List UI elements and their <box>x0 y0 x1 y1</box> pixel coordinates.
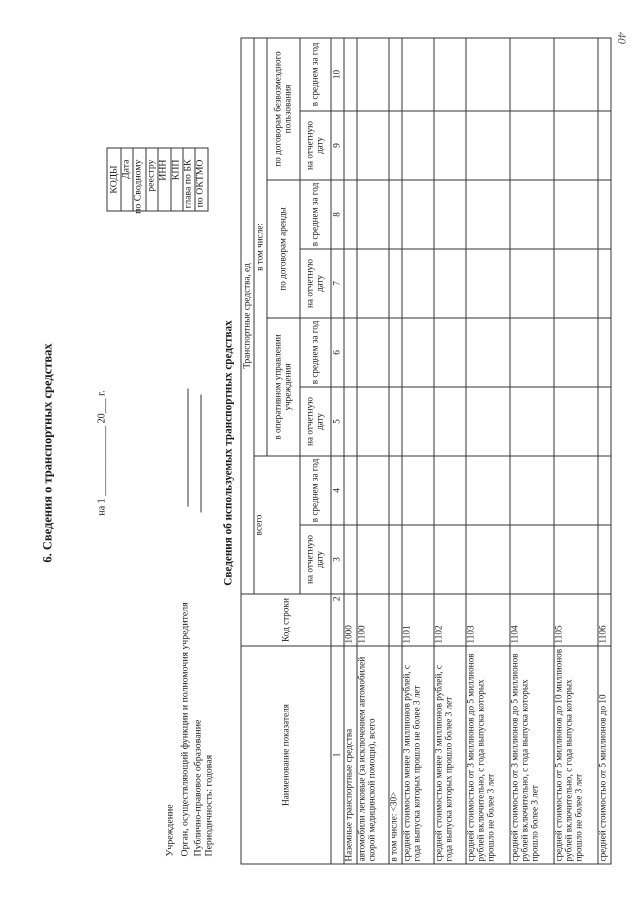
code-cell-date <box>121 148 133 211</box>
data-cell[interactable] <box>344 37 357 110</box>
data-cell[interactable] <box>466 180 510 249</box>
data-cell[interactable] <box>554 387 598 456</box>
sub-total-date: на отчетную дату <box>300 525 331 594</box>
header-free-use: по договорам безвозмездного пользования <box>267 37 300 179</box>
data-cell[interactable] <box>357 387 389 456</box>
data-cell[interactable] <box>510 111 554 180</box>
data-cell[interactable] <box>434 111 466 180</box>
header-row-code: Код строки <box>241 594 331 646</box>
data-cell[interactable] <box>357 318 389 387</box>
data-cell[interactable] <box>389 180 402 249</box>
row-name: средней стоимостью от 5 миллионов до 10 <box>598 646 611 864</box>
data-cell[interactable] <box>402 387 434 456</box>
code-label-registry-2: реестру <box>144 159 156 192</box>
row-name: автомобили легковые (за исключением автомобилей скорой медицинской помощи), всего <box>357 646 389 864</box>
table-row <box>554 37 598 863</box>
row-name: в том числе: <30> <box>389 646 402 864</box>
row-name: средней стоимостью менее 3 миллионов рублей, с года выпуска которых прошло более 3 лет <box>434 646 466 864</box>
data-cell[interactable] <box>466 456 510 525</box>
data-cell[interactable] <box>598 37 611 110</box>
code-cell-registry-1 <box>132 148 145 214</box>
data-cell[interactable] <box>598 180 611 249</box>
date-prefix: на 1 <box>96 497 107 516</box>
founder-underline <box>177 388 188 506</box>
header-transport-group: Транспортные средства, ед <box>241 37 254 593</box>
sub-operative-avg: в среднем за год <box>300 318 331 387</box>
data-cell[interactable] <box>510 180 554 249</box>
data-cell[interactable] <box>510 387 554 456</box>
data-cell[interactable] <box>344 387 357 456</box>
data-cell[interactable] <box>554 111 598 180</box>
sub-lease-date: на отчетную дату <box>300 249 331 318</box>
data-cell[interactable] <box>344 525 357 594</box>
sub-operative-date: на отчетную дату <box>300 387 331 456</box>
data-cell[interactable] <box>389 387 402 456</box>
institution-label: Учреждение <box>164 803 175 856</box>
transport-table <box>240 37 611 864</box>
header-indicator: Наименование показателя <box>241 646 331 864</box>
data-cell[interactable] <box>554 37 598 110</box>
data-cell[interactable] <box>554 249 598 318</box>
data-cell[interactable] <box>389 111 402 180</box>
header-total: всего <box>254 456 300 594</box>
date-year-prefix: 20 <box>96 412 107 423</box>
table-title: Сведения об используемых транспортных средствах <box>222 319 234 586</box>
data-cell[interactable] <box>598 387 611 456</box>
data-cell[interactable] <box>357 525 389 594</box>
data-cell[interactable] <box>344 180 357 249</box>
founder-label: Орган, осуществляющий функции и полномочия учредителя <box>179 601 190 856</box>
data-cell[interactable] <box>344 456 357 525</box>
data-cell[interactable] <box>434 249 466 318</box>
date-year-blank: ___ <box>96 397 107 413</box>
data-cell[interactable] <box>402 249 434 318</box>
data-cell[interactable] <box>554 456 598 525</box>
section-title: 6. Сведения о транспортных средствах <box>40 342 54 563</box>
table-row <box>598 37 611 863</box>
data-cell[interactable] <box>389 525 402 594</box>
data-cell[interactable] <box>510 249 554 318</box>
col-num: 2 <box>331 594 344 646</box>
data-cell[interactable] <box>598 111 611 180</box>
data-cell[interactable] <box>510 525 554 594</box>
header-including: в том числе: <box>254 37 267 455</box>
data-cell[interactable] <box>357 249 389 318</box>
data-cell[interactable] <box>434 37 466 110</box>
data-cell[interactable] <box>466 37 510 110</box>
row-code <box>389 594 402 646</box>
row-code: 1102 <box>434 594 466 646</box>
public-entity-underline <box>190 394 201 512</box>
data-cell[interactable] <box>434 318 466 387</box>
data-cell[interactable] <box>389 249 402 318</box>
code-cell-kpp <box>170 148 182 211</box>
data-cell[interactable] <box>344 111 357 180</box>
row-name: средней стоимостью от 5 миллионов до 10 миллионов рублей включительно, с года выпуска которых прошло не более 3 лет <box>554 646 598 864</box>
data-cell[interactable] <box>434 456 466 525</box>
data-cell[interactable] <box>434 525 466 594</box>
data-cell[interactable] <box>554 180 598 249</box>
data-cell[interactable] <box>402 525 434 594</box>
data-cell[interactable] <box>598 318 611 387</box>
date-suffix: г. <box>96 389 107 396</box>
code-label-oktmo: по ОКТМО <box>194 159 206 207</box>
row-code: 1100 <box>357 594 389 646</box>
data-cell[interactable] <box>466 111 510 180</box>
code-label-date: Дата <box>120 159 131 179</box>
data-cell[interactable] <box>510 318 554 387</box>
code-label-registry-1: по Сводному <box>132 159 144 214</box>
code-cell-registry-2 <box>145 148 157 211</box>
data-cell[interactable] <box>466 318 510 387</box>
code-label-kpp: КПП <box>169 159 181 180</box>
sub-free-avg: в среднем за год <box>300 37 331 110</box>
data-cell[interactable] <box>389 318 402 387</box>
col-num: 10 <box>331 37 344 110</box>
col-num: 3 <box>331 525 344 594</box>
date-day-blank: ______________ <box>96 425 107 496</box>
data-cell[interactable] <box>344 249 357 318</box>
sub-free-date: на отчетную дату <box>300 111 331 180</box>
sub-total-avg: в среднем за год <box>300 456 331 525</box>
data-cell[interactable] <box>510 456 554 525</box>
codes-box <box>106 147 208 214</box>
data-cell[interactable] <box>344 318 357 387</box>
col-num: 9 <box>331 111 344 180</box>
data-cell[interactable] <box>434 180 466 249</box>
data-cell[interactable] <box>402 318 434 387</box>
institution-field <box>164 804 175 856</box>
data-cell[interactable] <box>357 456 389 525</box>
col-num: 4 <box>331 456 344 525</box>
row-name: средней стоимостью менее 3 миллионов рублей, с года выпуска которых прошло не более 3 лет <box>402 646 434 864</box>
data-cell[interactable] <box>389 37 402 110</box>
table-row <box>357 37 389 863</box>
founder-field <box>177 388 190 856</box>
row-code: 1105 <box>554 594 598 646</box>
data-cell[interactable] <box>389 456 402 525</box>
header-lease: по договорам аренды <box>267 180 300 318</box>
code-label-inn: ИНН <box>157 159 169 181</box>
table-row <box>402 37 434 863</box>
data-cell[interactable] <box>466 525 510 594</box>
public-entity-label: Публично-правовое образование <box>192 719 203 856</box>
header-operative: в оперативном управлении учреждения <box>267 318 300 456</box>
code-label-bk: глава по БК <box>181 159 193 208</box>
data-cell[interactable] <box>357 37 389 110</box>
row-code: 1106 <box>598 594 611 646</box>
periodicity-label: Периодичность: годовая <box>203 754 214 856</box>
page-number-mark: 40 <box>615 32 629 44</box>
code-cell-inn <box>158 148 170 211</box>
row-code: 1000 <box>344 594 357 646</box>
col-num: 7 <box>331 249 344 318</box>
code-cell-bk <box>182 148 194 211</box>
data-cell[interactable] <box>357 180 389 249</box>
table-row <box>389 37 402 863</box>
table-row <box>466 37 510 863</box>
rotated-form-sheet <box>14 21 626 884</box>
data-cell[interactable] <box>402 180 434 249</box>
data-cell[interactable] <box>434 387 466 456</box>
row-name: средней стоимостью от 3 миллионов до 5 миллионов рублей включительно, с года выпуска которых прошло не более 3 лет <box>466 646 510 864</box>
col-num: 6 <box>331 318 344 387</box>
col-num: 8 <box>331 180 344 249</box>
data-cell[interactable] <box>466 387 510 456</box>
table-row <box>510 37 554 863</box>
data-cell[interactable] <box>554 318 598 387</box>
col-num: 1 <box>331 646 344 864</box>
sub-lease-avg: в среднем за год <box>300 180 331 249</box>
table-row <box>344 37 357 863</box>
data-cell[interactable] <box>402 111 434 180</box>
periodicity-field <box>203 754 214 856</box>
data-cell[interactable] <box>402 37 434 110</box>
table-row <box>434 37 466 863</box>
row-name: средней стоимостью от 3 миллионов до 5 миллионов рублей включительно, с года выпуска которых прошло более 3 лет <box>510 646 554 864</box>
codes-header: КОДЫ <box>107 148 121 211</box>
row-code: 1101 <box>402 594 434 646</box>
public-entity-field <box>190 394 203 856</box>
data-cell[interactable] <box>554 525 598 594</box>
row-name: Наземные транспортные средства <box>344 646 357 864</box>
row-code: 1104 <box>510 594 554 646</box>
data-cell[interactable] <box>357 111 389 180</box>
data-cell[interactable] <box>466 249 510 318</box>
data-cell[interactable] <box>598 249 611 318</box>
row-code: 1103 <box>466 594 510 646</box>
col-num: 5 <box>331 387 344 456</box>
data-cell[interactable] <box>598 456 611 525</box>
data-cell[interactable] <box>402 456 434 525</box>
data-cell[interactable] <box>598 525 611 594</box>
data-cell[interactable] <box>510 37 554 110</box>
code-cell-oktmo <box>195 148 207 211</box>
column-number-row <box>331 37 344 863</box>
